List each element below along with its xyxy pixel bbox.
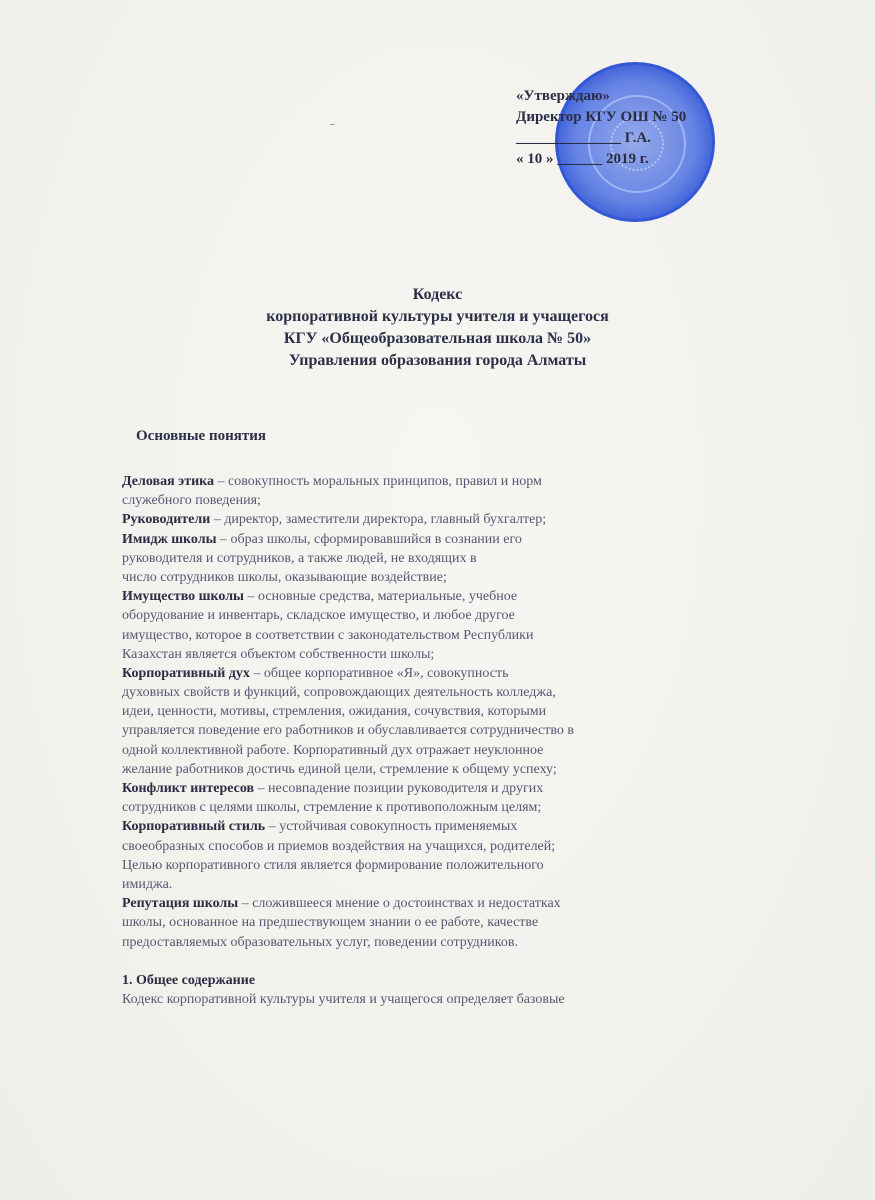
definition-line [122,645,772,664]
definition-text: своеобразных способов и приемов воздействия на учащихся, родителей; [122,838,556,854]
definition-text: Казахстан является объектом собственности школы; [122,646,435,662]
definition-first-line [122,510,772,529]
approval-line: «Утверждаю» [516,88,610,104]
definition-line [122,933,772,952]
definition-line [122,702,772,721]
definition-term: Репутация школы [122,896,239,912]
definition-line [122,913,772,932]
definition-text: – директор, заместители директора, главный бухгалтер; [210,512,547,528]
definition-line [122,568,772,587]
general-line: Кодекс корпоративной культуры учителя и учащегося определяет базовые [122,991,565,1007]
definition-line [122,798,772,817]
definition-line [122,721,772,740]
approval-line: Директор КГУ ОШ № 50 [516,109,687,125]
definition-term: Руководители [122,512,211,528]
definition-text: – основные средства, материальные, учебное [244,589,518,605]
scan-speck: ˗ [330,116,335,131]
definition-text: предоставляемых образовательных услуг, поведении сотрудников. [122,934,518,950]
definition-line [122,549,772,568]
definition-term: Имущество школы [122,589,244,605]
document-title [0,284,875,372]
definition-first-line [122,664,772,683]
definition-text: духовных свойств и функций, сопровождающих деятельность колледжа, [122,685,556,701]
definition-term: Корпоративный дух [122,665,250,681]
definition-line [122,606,772,625]
definition-text: школы, основанное на предшествующем знании о ее работе, качестве [122,915,539,931]
definition-first-line [122,779,772,798]
definition-text: имиджа. [122,876,173,892]
general-heading: 1. Общее содержание [122,972,256,988]
definition-first-line [122,894,772,913]
title-line: КГУ «Общеобразовательная школа № 50» [283,330,592,347]
title-line: Кодекс [412,286,463,303]
definition-line [122,741,772,760]
definition-text: руководителя и сотрудников, а также людей, не входящих в [122,550,477,566]
approval-line: ______________ Г.А. [516,130,651,146]
definition-text: служебного поведения; [122,493,261,509]
definition-text: – устойчивая совокупность применяемых [265,819,518,835]
title-line: корпоративной культуры учителя и учащегося [266,308,609,325]
definition-term: Конфликт интересов [122,781,255,796]
definition-line [122,683,772,702]
definition-text: – общее корпоративное «Я», совокупность [249,665,509,681]
definition-text: идеи, ценности, мотивы, стремления, ожидания, сочувствия, которыми [122,704,547,720]
definitions-body [122,472,772,1009]
definition-line [122,875,772,894]
definition-first-line [122,530,772,549]
definition-line [122,760,772,779]
definition-text: – совокупность моральных принципов, правил и норм [214,474,542,489]
definition-text: – несовпадение позиции руководителя и других [254,781,544,796]
definition-term: Имидж школы [122,531,217,547]
definition-text: желание работников достичь единой цели, стремление к общему успеху; [122,761,557,777]
definition-text: число сотрудников школы, оказывающие воздействие; [122,569,447,585]
section-heading: Основные понятия [136,428,266,444]
definition-line [122,626,772,645]
definition-term: Корпоративный стиль [122,819,266,835]
definition-line [122,491,772,510]
definition-term: Деловая этика [122,474,215,489]
definition-line [122,837,772,856]
definition-first-line [122,817,772,836]
definition-text: имущество, которое в соответствии с законодательством Республики [122,627,534,643]
definition-first-line [122,472,772,491]
definition-text: – образ школы, сформировавшийся в сознании его [216,531,522,547]
definition-text: – сложившееся мнение о достоинствах и недостатках [238,896,561,912]
definition-first-line [122,587,772,606]
definition-text: оборудование и инвентарь, складское имущество, и любое другое [122,608,515,624]
title-line: Управления образования города Алматы [288,352,587,369]
definition-text: одной коллективной работе. Корпоративный дух отражает неуклонное [122,742,544,758]
definition-text: сотрудников с целями школы, стремление к противоположным целям; [122,800,542,816]
approval-block [516,86,816,170]
definition-text: управляется поведение его работников и обуславливается сотрудничество в [122,723,574,739]
definition-text: Целью корпоративного стиля является формирование положительного [122,857,544,873]
definition-line [122,856,772,875]
approval-line: « 10 » ______ 2019 г. [516,151,649,167]
